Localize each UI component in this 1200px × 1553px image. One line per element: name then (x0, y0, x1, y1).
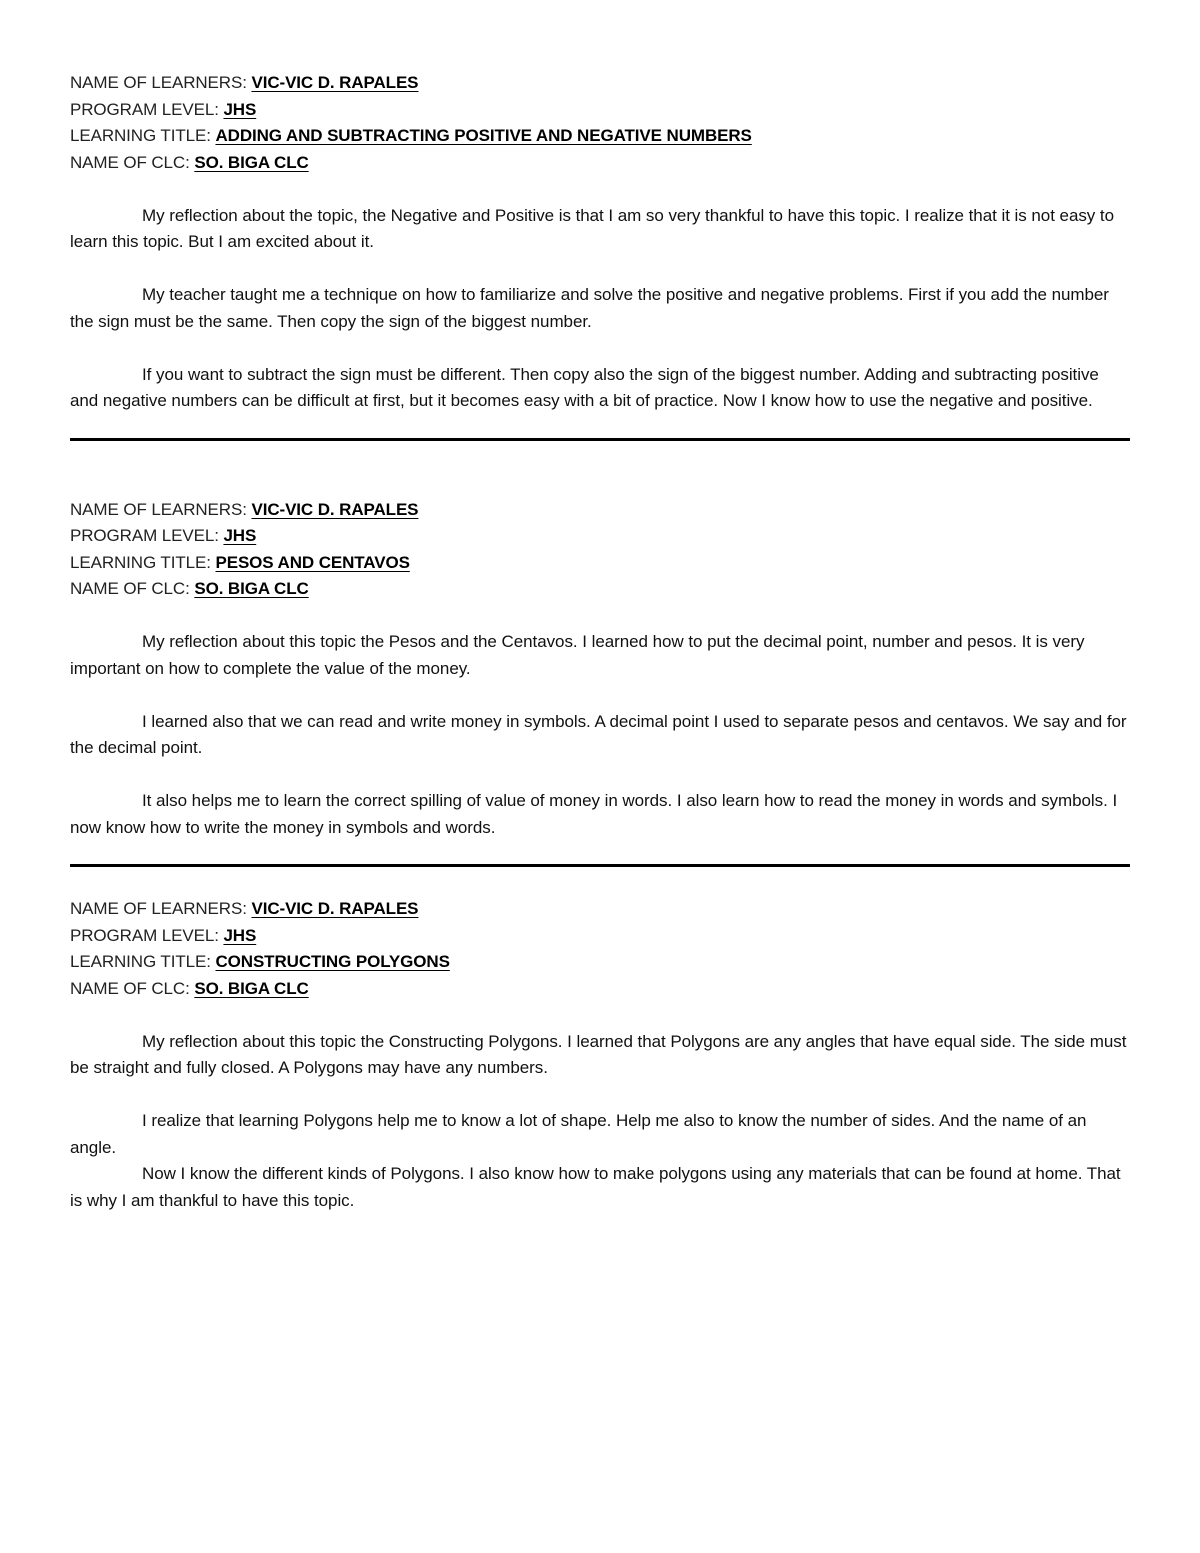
program-level-line (70, 97, 1130, 124)
reflection-paragraph: My teacher taught me a technique on how to familiarize and solve the positive and negative problems. First if you add the number the sign must be the same. Then copy the sign of the biggest number. (70, 285, 1109, 331)
clc-name-label: NAME OF CLC: (70, 978, 195, 998)
reflection-paragraph: I learned also that we can read and write money in symbols. A decimal point I used to separate pesos and centavos. We say and for the decimal point. (70, 711, 1127, 757)
learner-name-value: VIC-VIC D. RAPALES (251, 73, 419, 92)
reflection-paragraph: My reflection about this topic the Constructing Polygons. I learned that Polygons are any angles that have equal side. The side must be straight and fully closed. A Polygons may have any numbers. (70, 1031, 1127, 1077)
learning-title-label: LEARNING TITLE: (70, 126, 216, 145)
learner-name-label: NAME OF LEARNERS: (70, 899, 252, 918)
clc-name-line (70, 976, 1130, 1003)
clc-name-value: SO. BIGA CLC (194, 579, 309, 598)
learner-name-line (70, 896, 1130, 923)
reflection-paragraph: My reflection about the topic, the Negative and Positive is that I am so very thankful to have this topic. I realize that it is not easy to learn this topic. But I am excited about it. (70, 205, 1115, 251)
learner-name-value: VIC-VIC D. RAPALES (251, 899, 419, 918)
learning-title-value: ADDING AND SUBTRACTING POSITIVE AND NEGATIVE NUMBERS (215, 126, 752, 145)
reflection-section-adding-subtracting (70, 70, 1130, 415)
reflection-paragraph: My reflection about this topic the Pesos and the Centavos. I learned how to put the decimal point, number and pesos. It is very important on how to complete the value of the money. (70, 632, 1085, 678)
program-level-value: JHS (223, 526, 257, 545)
document-page (70, 70, 1130, 1214)
learning-title-line (70, 550, 1130, 577)
learner-name-label: NAME OF LEARNERS: (70, 499, 252, 519)
program-level-value: JHS (223, 99, 257, 119)
program-level-line (70, 923, 1130, 950)
reflection-paragraph: I realize that learning Polygons help me to know a lot of shape. Help me also to know the number of sides. And the name of an angle. (70, 1111, 1087, 1157)
reflection-paragraph: If you want to subtract the sign must be different. Then copy also the sign of the biggest number. Adding and subtracting positive and negative numbers can be difficult at first, but it becomes easy with a bit of practice. Now I know how to use the negative and positive. (70, 364, 1099, 410)
clc-name-value: SO. BIGA CLC (194, 152, 309, 172)
program-level-value: JHS (223, 925, 257, 945)
reflection-section-pesos-centavos (70, 497, 1130, 842)
program-level-label: PROGRAM LEVEL: (70, 925, 224, 945)
clc-name-label: NAME OF CLC: (70, 579, 195, 598)
learning-title-value: PESOS AND CENTAVOS (215, 552, 410, 572)
reflection-section-constructing-polygons (70, 896, 1130, 1214)
learning-title-line (70, 123, 1130, 150)
learner-name-line (70, 70, 1130, 97)
program-level-label: PROGRAM LEVEL: (70, 99, 224, 119)
clc-name-label: NAME OF CLC: (70, 152, 195, 172)
learning-title-value: CONSTRUCTING POLYGONS (215, 952, 450, 971)
clc-name-value: SO. BIGA CLC (194, 978, 309, 998)
clc-name-line (70, 576, 1130, 603)
program-level-line (70, 523, 1130, 550)
learning-title-label: LEARNING TITLE: (70, 952, 216, 971)
program-level-label: PROGRAM LEVEL: (70, 526, 224, 545)
learner-name-label: NAME OF LEARNERS: (70, 73, 252, 92)
learning-title-line (70, 949, 1130, 976)
learner-name-value: VIC-VIC D. RAPALES (251, 499, 419, 519)
reflection-paragraph: It also helps me to learn the correct spilling of value of money in words. I also learn how to read the money in words and symbols. I now know how to write the money in symbols and words. (70, 791, 1118, 837)
clc-name-line (70, 150, 1130, 177)
learning-title-label: LEARNING TITLE: (70, 552, 216, 572)
reflection-paragraph: Now I know the different kinds of Polygons. I also know how to make polygons using any materials that can be found at home. That is why I am thankful to have this topic. (70, 1164, 1121, 1210)
learner-name-line (70, 497, 1130, 524)
